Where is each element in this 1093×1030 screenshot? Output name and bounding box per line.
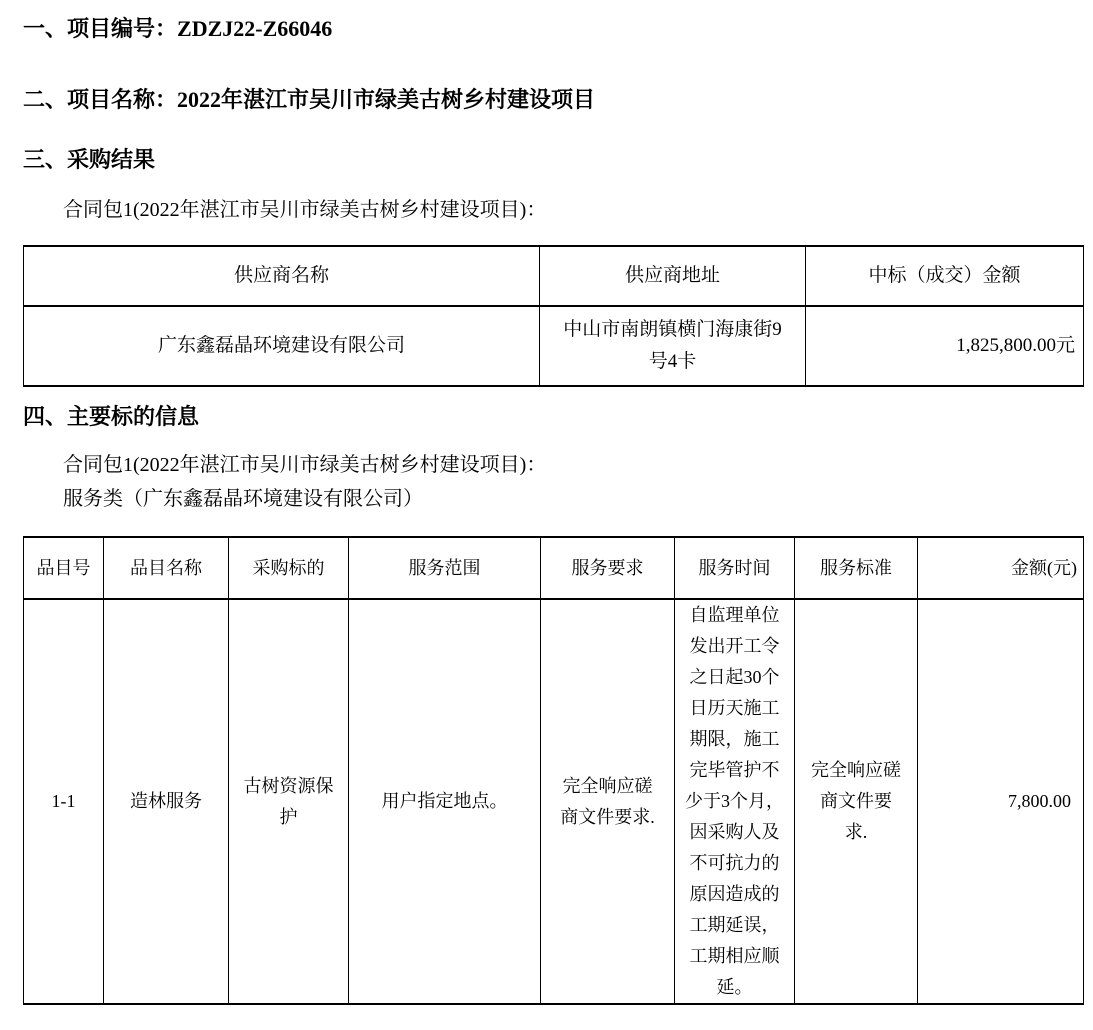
- item-no-header: 品目号: [24, 537, 104, 599]
- procurement-target-header: 采购标的: [229, 537, 349, 599]
- project-number-value: ZDZJ22-Z66046: [177, 16, 333, 41]
- service-scope-header: 服务范围: [349, 537, 541, 599]
- item-name-cell: 造林服务: [104, 599, 229, 1004]
- project-name-label: 二、项目名称：: [23, 87, 178, 112]
- award-amount-header: 中标（成交）金额: [806, 246, 1084, 306]
- result-table-row: [24, 306, 1084, 386]
- item-name-header: 品目名称: [104, 537, 229, 599]
- service-requirement-header: 服务要求: [541, 537, 675, 599]
- project-number-label: 一、项目编号：: [23, 16, 178, 41]
- section-heading-project-name: [23, 85, 1093, 115]
- project-name-value: 2022年湛江市吴川市绿美古树乡村建设项目: [177, 87, 596, 112]
- subject-table-row: [24, 599, 1084, 1004]
- service-category-line: 服务类（广东鑫磊晶环境建设有限公司）: [63, 488, 423, 510]
- supplier-name-cell: 广东鑫磊晶环境建设有限公司: [24, 306, 540, 386]
- contract-package-line-result: 合同包1(2022年湛江市吴川市绿美古树乡村建设项目)：: [63, 199, 547, 221]
- main-subject-table: [23, 536, 1084, 1005]
- procurement-target-cell: 古树资源保护: [229, 599, 349, 1004]
- subject-table-header-row: [24, 537, 1084, 599]
- service-requirement-cell: 完全响应磋商文件要求.: [541, 599, 675, 1004]
- service-standard-header: 服务标准: [795, 537, 918, 599]
- section-heading-procurement-result: 三、采购结果: [23, 147, 156, 172]
- service-scope-cell: 用户指定地点。: [349, 599, 541, 1004]
- amount-header: 金额(元): [918, 537, 1084, 599]
- amount-cell: 7,800.00: [918, 599, 1084, 1004]
- procurement-result-table: [23, 245, 1084, 387]
- contract-package-line-subject: 合同包1(2022年湛江市吴川市绿美古树乡村建设项目)：: [63, 454, 547, 476]
- service-time-header: 服务时间: [675, 537, 795, 599]
- section-heading-main-subject: 四、主要标的信息: [23, 404, 200, 429]
- supplier-address-header: 供应商地址: [540, 246, 806, 306]
- supplier-name-header: 供应商名称: [24, 246, 540, 306]
- item-no-cell: 1-1: [24, 599, 104, 1004]
- supplier-address-cell: 中山市南朗镇横门海康街9号4卡: [540, 306, 806, 386]
- result-table-header-row: [24, 246, 1084, 306]
- service-time-cell: 自监理单位发出开工令之日起30个日历天施工期限，施工完毕管护不少于3个月，因采购人及不可抗力的原因造成的工期延误，工期相应顺延。: [675, 599, 795, 1004]
- section-heading-project-number: [23, 14, 1093, 44]
- service-standard-cell: 完全响应磋商文件要求.: [795, 599, 918, 1004]
- award-amount-cell: 1,825,800.00元: [806, 306, 1084, 386]
